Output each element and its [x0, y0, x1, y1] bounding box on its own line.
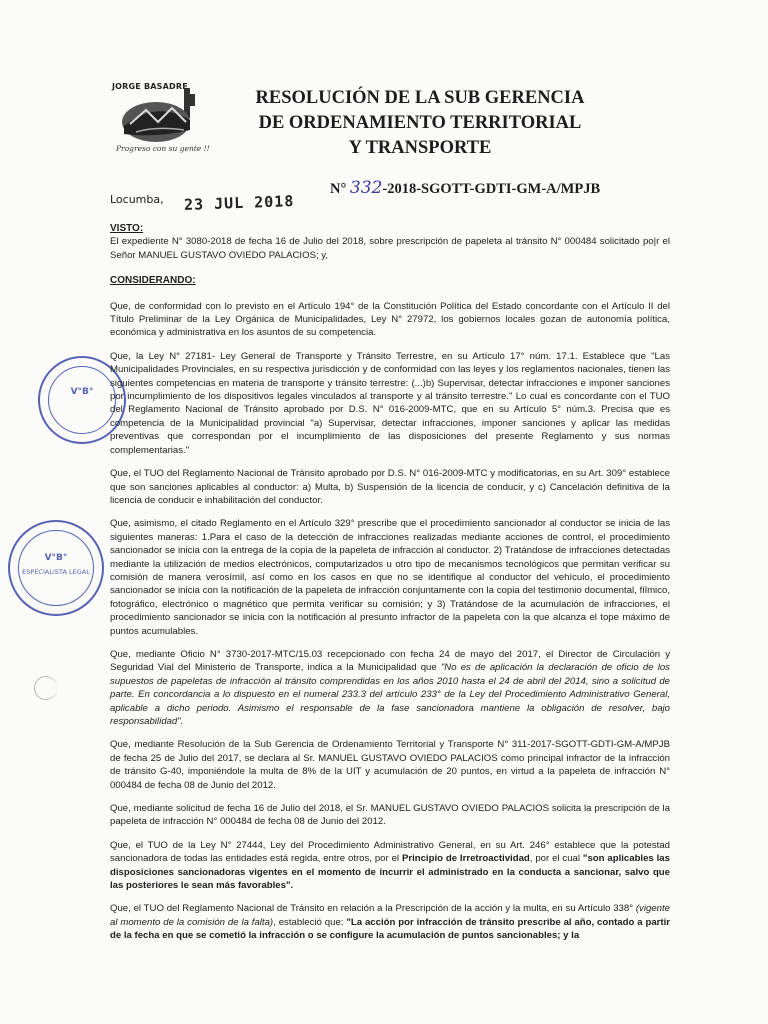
p8-quote: "son aplicables las disposiciones sancionadoras vigentes en el momento de incurrir el administrado en la conducta a sancionar, salvo que las posteriores le sean más favorables". — [110, 853, 670, 892]
visto-heading: VISTO: — [110, 223, 144, 234]
municipality-logo — [106, 78, 218, 166]
paragraph-3: Que, el TUO del Reglamento Nacional de Tránsito aprobado por D.S. N° 016-2009-MTC y modificatorias, en su Art. 309° establece que son sanciones aplicables al conductor: a) Multa, b) Suspensión de la licencia de conducir, y c) Cancelación definitiva de la licencia de conducir e inhabilitación del conductor. — [110, 468, 670, 506]
considerando-heading: CONSIDERANDO: — [110, 275, 196, 287]
hole-punch-mark — [34, 676, 57, 700]
p8-principle: Principio de Irretroactividad — [401, 853, 530, 865]
paragraph-2: Que, la Ley N° 27181- Ley General de Transporte y Tránsito Terrestre, en su Artículo 17° núm. 17.1. Establece que "Las Municipalidades Provinciales, en su respectiva jurisdicción y de conformidad con las leyes y los reglamentos nacionales, tienen las siguientes competencias en materia de transporte y tránsito terrestre: (...)b) Supervisar, detectar infracciones e imponer sanciones por incumplimiento de los dispositivos legales vinculados al transporte y al tránsito terrestre." Lo cual es concordante con el TUO del Reglamento Nacional de Tránsito aprobado por D.S. N° 016-2009-MTC, que en su Artículo 5° núm.3. Precisa que es competencia de la Municipalidad provincial "a) Supervisar, detectar infracciones, imponer sanciones y aplicar las medidas preventivas que correspondan por el incumplimiento de las disposiciones del presente Reglamento y sus normas complementarias." — [110, 350, 670, 456]
p9-lead: Que, el TUO del Reglamento Nacional de Tránsito en relación a la Prescripción de la acción y la multa, en su Artículo 338° — [110, 903, 636, 915]
legal-stamp-label: V°B° — [44, 553, 68, 564]
logo-motto: Progreso con su gente !! — [116, 144, 210, 153]
seal-stamp-label: V°B° — [70, 386, 94, 397]
paragraph-4: Que, asimismo, el citado Reglamento en el Artículo 329° prescribe que el procedimiento sancionador al conductor se inicia de las siguientes maneras: 1.Para el caso de la detección de infracciones realizadas mediante acciones de control, el procedimiento sancionador se inicia con la entrega de la copia de la papeleta de infracción al conductor. 2) Tratándose de infracciones detectadas mediante la utilización de medios electrónicos, computarizados u otro tipo de mecanismos tecnológicos que permitan verificar su comisión de manera verosímil, así como en los casos en que no se identifique al conductor del vehículo, el procedimiento sancionador se inicia con la notificación de la papeleta de infracción conjuntamente con la copia del testimonio documental, fílmico, fotográfico, electrónico o magnético que permita verificar su comisión; y 3) Tratándose de la acumulación de infracciones, el procedimiento sancionador se inicia con la notificación al presunto infractor de la papeleta con la que alcanza el tope máximo de puntos acumulables. — [110, 518, 670, 637]
date-stamp: 23 JUL 2018 — [183, 192, 295, 214]
seal-stamp-inner-ring — [48, 366, 116, 434]
visto-paragraph: El expediente N° 3080-2018 de fecha 16 de Julio del 2018, sobre prescripción de papeleta al tránsito N° 000484 solicitado po|r el Señor MANUEL GUSTAVO OVIEDO PALACIOS; y, — [110, 236, 670, 261]
res-suffix: -2018-SGOTT-GDTI-GM-A/MPJB — [382, 181, 601, 197]
p5-quote: "No es de aplicación la declaración de oficio de los supuestos de papeletas de infracción al tránsito comprendidas en los años 2010 hasta el 24 de abril del 2014, sino a solicitud de parte. En concordancia a lo dispuesto en el numeral 233.3 del artículo 233° de la Ley del Procedimiento Administrativo General, aplicable a dicho periodo. Asimismo el responsable de la fase sancionadora mantiene la obligación de resolver, bajo responsabilidad". — [110, 662, 670, 727]
paragraph-6: Que, mediante Resolución de la Sub Gerencia de Ordenamiento Territorial y Transporte N° 311-2017-SGOTT-GDTI-GM-A/MPJB de fecha 25 de Julio del 2017, se declara al Sr. MANUEL GUSTAVO OVIEDO PALACIOS como principal infractor de la infracción de tránsito G-40, imponiéndole la multa de 8% de la UIT y acumulación de 20 puntos, en virtud a la papeleta de infracción N° 000484 de fecha 08 de Junio del 2012. — [110, 739, 670, 791]
paragraph-7: Que, mediante solicitud de fecha 16 de Julio del 2018, el Sr. MANUEL GUSTAVO OVIEDO PALACIOS solicita la prescripción de la papeleta de infracción N° 000484 de fecha 08 de Junio del 2012. — [110, 803, 670, 828]
res-prefix: N° — [330, 181, 347, 197]
legal-specialist-stamp — [8, 520, 104, 616]
res-number-handwritten: 332 — [349, 178, 383, 198]
paragraph-8 — [110, 839, 670, 893]
paragraph-1: Que, de conformidad con lo previsto en el Artículo 194° de la Constitución Política del Estado concordante con el Artículo II del Título Preliminar de la Ley Orgánica de Municipalidades, Ley N° 27972, los gobiernos locales gozan de autonomía política, económica y administrativa en los asuntos de su competencia. — [110, 300, 670, 339]
p8-lead: Que, el TUO de la Ley N° 27444, Ley del Procedimiento Administrativo General, en su Art. 246° establece que la potestad sancionadora de todas las entidades está regida, entre otros, por el — [110, 839, 670, 865]
title-line-1: RESOLUCIÓN DE LA SUB GERENCIA — [255, 88, 585, 108]
p8-mid: , por el cual — [529, 853, 583, 865]
title-line-2: DE ORDENAMIENTO TERRITORIAL — [258, 113, 582, 133]
paragraph-5 — [110, 648, 670, 728]
legal-stamp-sub: ESPECIALISTA LEGAL — [22, 568, 90, 576]
paragraph-9 — [110, 902, 670, 942]
resolution-number — [330, 178, 600, 198]
place: Locumba, — [110, 193, 164, 206]
logo-title: JORGE BASADRE — [112, 82, 188, 91]
document-body — [110, 222, 670, 943]
p9-mid: , estableció que: — [273, 916, 347, 928]
resolution-title — [240, 86, 600, 161]
p9-quote: "La acción por infracción de tránsito prescribe al año, contado a partir de la fecha en que se cometió la infracción o se configure la acumulación de puntos sancionables; y la — [110, 916, 671, 942]
p5-lead: Que, mediante Oficio N° 3730-2017-MTC/15.03 recepcionado con fecha 24 de mayo del 2017, el Director de Circulación y Seguridad Vial del Ministerio de Transporte, indica a la Municipalidad que — [110, 648, 670, 674]
title-line-3: Y TRANSPORTE — [348, 138, 492, 158]
p9-note: (vigente al momento de la comisión de la falta) — [110, 903, 670, 928]
